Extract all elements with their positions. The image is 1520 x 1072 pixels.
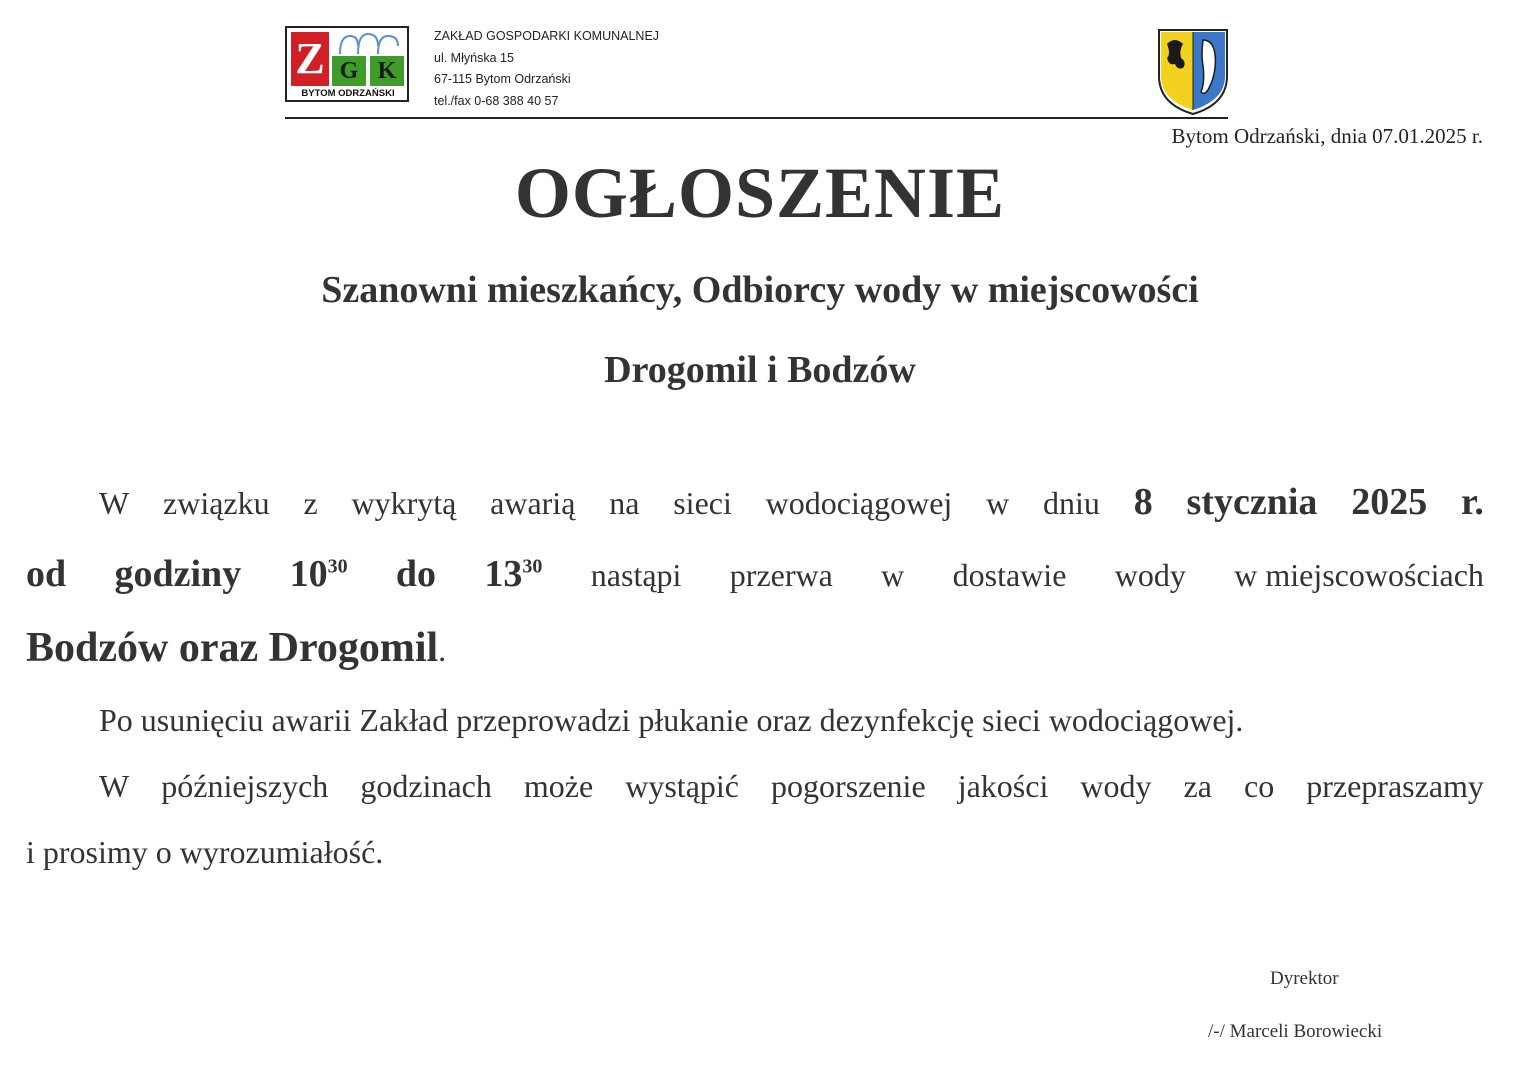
word: w miejscowościach xyxy=(1234,557,1484,593)
outage-date-suffix: r. xyxy=(1461,481,1484,523)
word: nastąpi xyxy=(590,557,682,593)
signature-role: Dyrektor xyxy=(1270,968,1339,989)
paragraph-flushing-text: Po usunięciu awarii Zakład przeprowadzi płukanie oraz dezynfekcję sieci wodociągowej. xyxy=(99,702,1244,738)
word: dniu xyxy=(1043,485,1100,521)
word: godzinach xyxy=(360,768,492,804)
word: późniejszych xyxy=(161,768,329,804)
letterhead-divider xyxy=(285,117,1228,119)
affected-places: Bodzów oraz Drogomil xyxy=(26,625,439,671)
logo-letter-g: G xyxy=(332,56,366,86)
time-from xyxy=(290,552,348,596)
word: wodociągowej xyxy=(765,485,953,521)
word: przerwa xyxy=(729,557,833,593)
paragraph-outage-line-1 xyxy=(99,480,1484,524)
paragraph-outage-line-3 xyxy=(26,624,1484,672)
word: za xyxy=(1183,768,1212,804)
word-godziny: godziny xyxy=(114,553,242,595)
company-street: ul. Młyńska 15 xyxy=(434,50,514,65)
coat-of-arms-icon xyxy=(1155,26,1231,116)
outage-date-month: stycznia xyxy=(1186,481,1318,523)
outage-date-year: 2025 xyxy=(1351,481,1428,523)
word: sieci xyxy=(673,485,732,521)
word: na xyxy=(609,485,640,521)
time-from-minutes: 30 xyxy=(327,555,348,578)
subtitle-recipients: Szanowni mieszkańcy, Odbiorcy wody w miejscowości xyxy=(321,269,1199,311)
word: jakości xyxy=(957,768,1049,804)
word: wody xyxy=(1080,768,1152,804)
word: w xyxy=(986,485,1010,521)
paragraph-outage-line-2 xyxy=(26,552,1484,596)
page-title: OGŁOSZENIE xyxy=(514,153,1006,233)
logo-letter-k: K xyxy=(370,56,404,86)
logo-caption: BYTOM ODRZAŃSKI xyxy=(301,88,395,99)
time-to-minutes: 30 xyxy=(522,555,543,578)
fountain-icon xyxy=(332,32,405,54)
time-to xyxy=(484,552,542,596)
word: pogorszenie xyxy=(771,768,926,804)
company-phone: tel./fax 0-68 388 40 57 xyxy=(434,93,559,108)
word: W xyxy=(99,768,130,804)
subtitle-places: Drogomil i Bodzów xyxy=(604,349,916,391)
word: przepraszamy xyxy=(1306,768,1484,804)
word: z xyxy=(303,485,318,521)
word: awarią xyxy=(490,485,576,521)
logo-letter-z: Z xyxy=(291,32,329,86)
zgk-logo xyxy=(285,26,409,102)
word: wystąpić xyxy=(625,768,739,804)
letterhead xyxy=(285,26,1228,120)
word-do: do xyxy=(395,553,437,595)
paragraph-apology-line-2: i prosimy o wyrozumiałość. xyxy=(26,834,384,870)
sentence-end: . xyxy=(438,632,447,668)
word-od: od xyxy=(26,553,67,595)
company-info xyxy=(434,26,659,112)
company-city: 67-115 Bytom Odrzański xyxy=(434,72,571,86)
logo-gk-block xyxy=(332,32,405,86)
word: wody xyxy=(1114,557,1186,593)
word: w xyxy=(881,557,905,593)
word: co xyxy=(1243,768,1275,804)
word: dostawie xyxy=(952,557,1067,593)
word: może xyxy=(523,768,594,804)
paragraph-apology-line-1 xyxy=(99,768,1484,805)
signature-name: /-/ Marceli Borowiecki xyxy=(1208,1021,1383,1042)
word: wykrytą xyxy=(351,485,457,521)
word: W xyxy=(99,485,130,521)
time-from-hour: 10 xyxy=(289,553,328,595)
word: związku xyxy=(163,485,270,521)
document-date: Bytom Odrzański, dnia 07.01.2025 r. xyxy=(1171,124,1483,148)
time-to-hour: 13 xyxy=(484,553,523,595)
company-name: ZAKŁAD GOSPODARKI KOMUNALNEJ xyxy=(434,29,660,43)
outage-date-day: 8 xyxy=(1133,481,1153,523)
